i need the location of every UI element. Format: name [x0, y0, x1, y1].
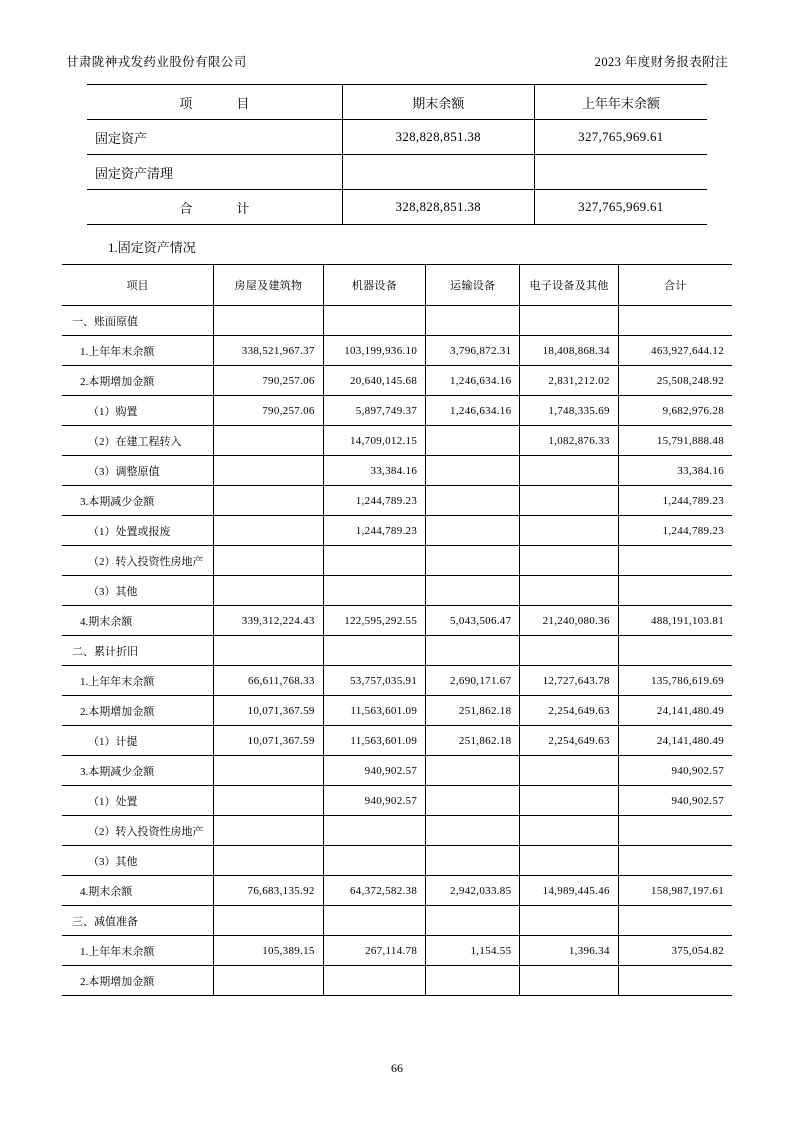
row-value-electronic — [520, 576, 618, 606]
row-label: （1）计提 — [62, 726, 214, 756]
row-value-buildings — [214, 846, 324, 876]
row-value-transport — [426, 426, 520, 456]
row-value-total — [618, 906, 732, 936]
row-value-electronic — [520, 816, 618, 846]
row-value-machinery: 5,897,749.37 — [323, 396, 425, 426]
summary-row-prior — [534, 155, 707, 190]
row-value-total — [618, 816, 732, 846]
row-label: 1.上年年末余额 — [62, 666, 214, 696]
row-value-buildings — [214, 636, 324, 666]
row-value-machinery — [323, 306, 425, 336]
header-report-title: 2023 年度财务报表附注 — [594, 55, 728, 69]
row-value-total: 940,902.57 — [618, 786, 732, 816]
row-value-transport: 2,690,171.67 — [426, 666, 520, 696]
row-value-machinery: 64,372,582.38 — [323, 876, 425, 906]
table-row — [62, 396, 732, 426]
table-row — [62, 876, 732, 906]
row-value-buildings — [214, 456, 324, 486]
row-label: 二、累计折旧 — [62, 636, 214, 666]
row-value-electronic — [520, 846, 618, 876]
row-value-buildings: 66,611,768.33 — [214, 666, 324, 696]
row-value-electronic: 1,396.34 — [520, 936, 618, 966]
row-label: 4.期末余额 — [62, 876, 214, 906]
row-value-machinery: 53,757,035.91 — [323, 666, 425, 696]
row-value-electronic: 21,240,080.36 — [520, 606, 618, 636]
row-value-machinery: 940,902.57 — [323, 786, 425, 816]
table-row-total — [87, 190, 707, 225]
summary-row-ending — [342, 155, 534, 190]
table-row — [62, 666, 732, 696]
detail-header-buildings: 房屋及建筑物 — [214, 265, 324, 306]
row-value-transport — [426, 576, 520, 606]
row-value-electronic — [520, 786, 618, 816]
row-value-transport: 1,154.55 — [426, 936, 520, 966]
table-row — [62, 846, 732, 876]
row-value-machinery: 11,563,601.09 — [323, 696, 425, 726]
row-value-total: 24,141,480.49 — [618, 696, 732, 726]
row-label: （2）转入投资性房地产 — [62, 816, 214, 846]
row-value-total: 15,791,888.48 — [618, 426, 732, 456]
table-row — [62, 336, 732, 366]
summary-row-label: 固定资产清理 — [87, 155, 342, 190]
row-value-buildings — [214, 576, 324, 606]
row-value-total — [618, 846, 732, 876]
row-label: 2.本期增加金额 — [62, 696, 214, 726]
row-value-electronic — [520, 306, 618, 336]
row-value-electronic: 14,989,445.46 — [520, 876, 618, 906]
row-value-transport — [426, 816, 520, 846]
row-value-machinery — [323, 636, 425, 666]
row-value-machinery — [323, 816, 425, 846]
row-value-total: 9,682,976.28 — [618, 396, 732, 426]
row-value-machinery: 267,114.78 — [323, 936, 425, 966]
row-label: 2.本期增加金额 — [62, 366, 214, 396]
row-label: （2）在建工程转入 — [62, 426, 214, 456]
summary-row-label: 固定资产 — [87, 120, 342, 155]
row-value-electronic: 2,254,649.63 — [520, 696, 618, 726]
row-value-transport: 1,246,634.16 — [426, 396, 520, 426]
row-value-machinery: 122,595,292.55 — [323, 606, 425, 636]
row-value-electronic — [520, 456, 618, 486]
row-value-electronic: 1,082,876.33 — [520, 426, 618, 456]
row-value-buildings — [214, 486, 324, 516]
row-value-machinery — [323, 906, 425, 936]
row-value-transport: 3,796,872.31 — [426, 336, 520, 366]
row-value-buildings — [214, 966, 324, 996]
row-value-machinery: 940,902.57 — [323, 756, 425, 786]
row-value-electronic: 1,748,335.69 — [520, 396, 618, 426]
table-row — [62, 366, 732, 396]
table-row — [62, 906, 732, 936]
row-value-transport: 251,862.18 — [426, 696, 520, 726]
row-value-buildings: 10,071,367.59 — [214, 696, 324, 726]
row-value-transport — [426, 786, 520, 816]
row-value-total — [618, 546, 732, 576]
table-row — [62, 486, 732, 516]
row-value-machinery — [323, 846, 425, 876]
row-value-transport — [426, 516, 520, 546]
table-row — [62, 636, 732, 666]
row-value-electronic: 18,408,868.34 — [520, 336, 618, 366]
row-value-buildings — [214, 756, 324, 786]
row-value-transport — [426, 636, 520, 666]
row-value-buildings — [214, 906, 324, 936]
table-header-row — [62, 265, 732, 306]
row-value-electronic — [520, 756, 618, 786]
row-value-buildings: 790,257.06 — [214, 396, 324, 426]
row-label: （1）处置或报废 — [62, 516, 214, 546]
table-row — [62, 426, 732, 456]
summary-row-ending: 328,828,851.38 — [342, 120, 534, 155]
row-value-total: 25,508,248.92 — [618, 366, 732, 396]
summary-header-item: 项 目 — [87, 85, 342, 120]
row-label: 三、减值准备 — [62, 906, 214, 936]
row-label: 1.上年年末余额 — [62, 336, 214, 366]
section-caption: 1.固定资产情况 — [108, 240, 196, 255]
row-value-machinery: 11,563,601.09 — [323, 726, 425, 756]
row-value-electronic: 12,727,643.78 — [520, 666, 618, 696]
row-value-total: 488,191,103.81 — [618, 606, 732, 636]
row-label: （3）其他 — [62, 576, 214, 606]
row-value-total — [618, 636, 732, 666]
row-value-transport: 5,043,506.47 — [426, 606, 520, 636]
row-label: 1.上年年末余额 — [62, 936, 214, 966]
row-value-buildings — [214, 786, 324, 816]
row-value-machinery: 1,244,789.23 — [323, 516, 425, 546]
row-value-total: 463,927,644.12 — [618, 336, 732, 366]
row-value-buildings: 339,312,224.43 — [214, 606, 324, 636]
row-value-machinery: 103,199,936.10 — [323, 336, 425, 366]
row-value-buildings: 790,257.06 — [214, 366, 324, 396]
row-value-machinery: 33,384.16 — [323, 456, 425, 486]
row-value-machinery: 20,640,145.68 — [323, 366, 425, 396]
row-value-electronic — [520, 486, 618, 516]
row-value-total: 158,987,197.61 — [618, 876, 732, 906]
summary-header-ending-balance: 期末余额 — [342, 85, 534, 120]
row-value-transport — [426, 546, 520, 576]
row-value-transport — [426, 906, 520, 936]
table-row — [62, 576, 732, 606]
row-value-buildings: 105,389.15 — [214, 936, 324, 966]
row-value-buildings — [214, 546, 324, 576]
row-value-buildings — [214, 306, 324, 336]
row-label: 3.本期减少金额 — [62, 486, 214, 516]
row-label: （3）其他 — [62, 846, 214, 876]
row-value-electronic — [520, 516, 618, 546]
row-label: （3）调整原值 — [62, 456, 214, 486]
row-label: 3.本期减少金额 — [62, 756, 214, 786]
summary-header-prior-year-balance: 上年年末余额 — [534, 85, 707, 120]
row-value-transport — [426, 966, 520, 996]
row-value-electronic: 2,254,649.63 — [520, 726, 618, 756]
summary-total-ending: 328,828,851.38 — [342, 190, 534, 225]
summary-total-label: 合 计 — [87, 190, 342, 225]
row-value-machinery — [323, 966, 425, 996]
row-value-machinery — [323, 546, 425, 576]
row-value-total: 1,244,789.23 — [618, 486, 732, 516]
row-value-electronic: 2,831,212.02 — [520, 366, 618, 396]
row-label: （2）转入投资性房地产 — [62, 546, 214, 576]
summary-row-prior: 327,765,969.61 — [534, 120, 707, 155]
row-value-transport — [426, 486, 520, 516]
row-value-total: 1,244,789.23 — [618, 516, 732, 546]
row-value-electronic — [520, 906, 618, 936]
row-value-total: 940,902.57 — [618, 756, 732, 786]
row-value-total — [618, 966, 732, 996]
row-label: （1）购置 — [62, 396, 214, 426]
table-row — [62, 606, 732, 636]
row-value-machinery: 14,709,012.15 — [323, 426, 425, 456]
row-value-buildings: 338,521,967.37 — [214, 336, 324, 366]
table-row — [62, 816, 732, 846]
row-value-transport: 251,862.18 — [426, 726, 520, 756]
table-row — [62, 786, 732, 816]
page-number: 66 — [391, 1061, 403, 1075]
row-value-transport: 1,246,634.16 — [426, 366, 520, 396]
detail-header-total: 合计 — [618, 265, 732, 306]
table-row — [62, 726, 732, 756]
row-value-electronic — [520, 966, 618, 996]
row-value-transport — [426, 456, 520, 486]
summary-total-prior: 327,765,969.61 — [534, 190, 707, 225]
table-row — [62, 756, 732, 786]
table-row — [62, 966, 732, 996]
detail-header-electronic-other: 电子设备及其他 — [520, 265, 618, 306]
row-value-total — [618, 576, 732, 606]
detail-header-machinery: 机器设备 — [323, 265, 425, 306]
table-row — [62, 306, 732, 336]
table-row — [62, 936, 732, 966]
row-label: （1）处置 — [62, 786, 214, 816]
row-value-buildings: 76,683,135.92 — [214, 876, 324, 906]
table-header-row — [87, 85, 707, 120]
header-company-name: 甘肃陇神戎发药业股份有限公司 — [66, 55, 247, 69]
row-value-transport — [426, 756, 520, 786]
table-row — [62, 516, 732, 546]
row-label: 4.期末余额 — [62, 606, 214, 636]
row-value-transport — [426, 306, 520, 336]
row-value-machinery: 1,244,789.23 — [323, 486, 425, 516]
row-value-transport — [426, 846, 520, 876]
table-row — [87, 120, 707, 155]
row-value-buildings — [214, 516, 324, 546]
detail-header-item: 项目 — [62, 265, 214, 306]
page-header — [62, 52, 732, 70]
row-value-total — [618, 306, 732, 336]
row-value-transport: 2,942,033.85 — [426, 876, 520, 906]
table-row — [62, 696, 732, 726]
row-value-electronic — [520, 636, 618, 666]
row-value-buildings: 10,071,367.59 — [214, 726, 324, 756]
table-row — [62, 546, 732, 576]
row-label: 一、账面原值 — [62, 306, 214, 336]
row-value-machinery — [323, 576, 425, 606]
row-value-total: 24,141,480.49 — [618, 726, 732, 756]
row-value-total: 375,054.82 — [618, 936, 732, 966]
row-label: 2.本期增加金额 — [62, 966, 214, 996]
row-value-buildings — [214, 426, 324, 456]
detail-header-transport: 运输设备 — [426, 265, 520, 306]
row-value-total: 135,786,619.69 — [618, 666, 732, 696]
fixed-assets-detail-table — [62, 264, 732, 996]
table-row — [62, 456, 732, 486]
row-value-electronic — [520, 546, 618, 576]
row-value-total: 33,384.16 — [618, 456, 732, 486]
row-value-buildings — [214, 816, 324, 846]
fixed-assets-summary-table — [87, 84, 707, 225]
table-row — [87, 155, 707, 190]
